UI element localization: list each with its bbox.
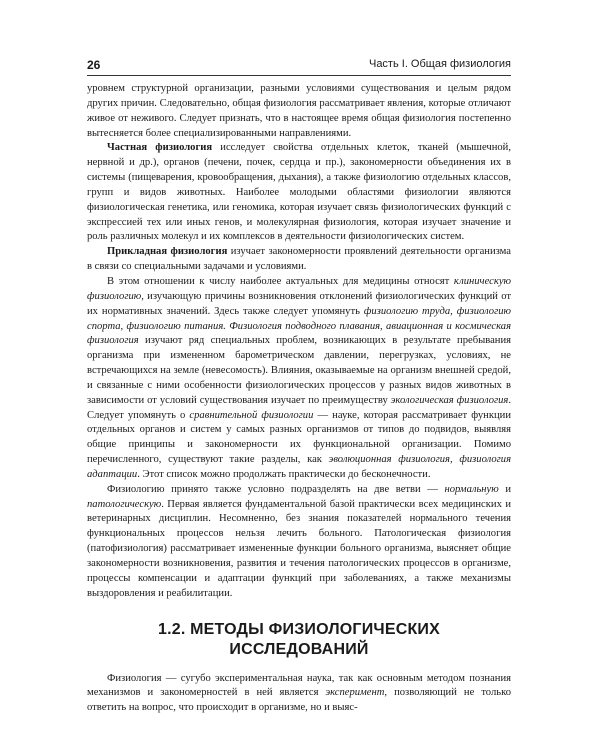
text-run: изучают ряд специальных проблем, возникающих в результате пребывания организма при измененном барометрическом давлении, перегрузках, условиях, не встречающихся на земле (невесомость). Влияния, оказываемые на организм внешней средой, и связанные с ними особенности физиологических процессов у разных видов животных в зависимости от условий существования изучает по преимуществу (87, 335, 511, 406)
text-run: и (498, 483, 511, 495)
term-bold: Прикладная физиология (107, 246, 228, 258)
paragraphs-before-section (87, 82, 511, 602)
term-italic: физиологию труда, физиологию спорта, физиологию питания. Физиология подводного плавания, авиационная и космическая физиология (87, 305, 511, 347)
page-number: 26 (87, 58, 101, 72)
text-run: — науке, которая рассматривает функции отдельных органов и систем у самых разных организмов от типов до подвидов, выявляя общие принципы и закономерности их функциональной организации. Помимо перечисленного, существуют такие разделы, как (87, 409, 511, 466)
term-italic: эволюционная физиология, физиология адаптации (87, 454, 511, 480)
text-run: , изучающую причины возникновения отклонений физиологических функций от их нормативных значений. Здесь также следует упомянуть (87, 290, 511, 317)
paragraphs-after-section (87, 672, 511, 717)
text-run: Физиологию принято также условно подразделять на две ветви — (107, 483, 445, 495)
section-title: 1.2. МЕТОДЫ ФИЗИОЛОГИЧЕСКИХ ИССЛЕДОВАНИЙ (157, 620, 441, 658)
page-header (87, 56, 511, 76)
paragraph (87, 275, 511, 483)
text-run: . Следует упомянуть о (87, 394, 511, 421)
term-italic: экологическая физиология (390, 394, 509, 406)
text-run: . Первая является фундаментальной базой практически всех медицинских и ветеринарных дисциплин. Несомненно, без знания показателей нормального течения функциональных процессов нельзя лечить больного. Патологическая физиология (патофизиология) рассматривает измененные функции больного организма, выясняет общие закономерности возникновения, развития и течения патологических процессов в организме, процессы компенсации и адаптации функций при заболеваниях, а также механизмы выздоровления и реабилитации. (87, 498, 511, 599)
text-run: В этом отношении к числу наиболее актуальных для медицины относят (107, 275, 454, 287)
text-run: , позволяющий не только ответить на вопрос, что происходит в организме, но и выяс- (87, 687, 511, 714)
term-italic: эксперимент (325, 687, 385, 699)
running-title: Часть I. Общая физиология (368, 58, 511, 70)
term-italic: сравнительной физиологии (189, 409, 314, 421)
paragraph (87, 141, 511, 245)
text-run: уровнем структурной организации, разными условиями существования и целым рядом других причин. Следовательно, общая физиология рассматривает явления, которые отличают живое от неживого. Следует признать, что в настоящее время общая физиология постепенно вытесняется более специализированными направлениями. (87, 83, 511, 139)
term-italic: патологическую (87, 498, 162, 510)
term-italic: клиническую физиологию (87, 275, 511, 302)
text-run: . Этот список можно продолжать практически до бесконечности. (137, 468, 431, 480)
term-italic: нормальную (444, 483, 499, 495)
header-rule (87, 75, 511, 76)
paragraph (87, 245, 511, 275)
body-text (87, 82, 511, 716)
text-run: Физиология — сугубо экспериментальная наука, так как основным методом познания механизмов и закономерностей в ней является (87, 672, 511, 699)
paragraph (87, 82, 511, 141)
paragraph (87, 483, 511, 602)
text-run: исследует свойства отдельных клеток, тканей (мышечной, нервной и др.), органов (печени, почек, сердца и пр.), закономерности объединения их в системы (пищеварения, кровообращения, дыхания), а также физиологию отдельных классов, групп и видов животных. Наиболее молодыми областями физиологии являются физиологическая генетика, или геномика, которая изучает связь физиологических функций с экспрессией тех или иных генов, и молекулярная физиология, которая изучает значение и роль различных молекул и их комплексов в деятельности физиологических систем. (87, 142, 511, 243)
term-bold: Частная физиология (107, 142, 213, 154)
text-run: изучает закономерности проявлений деятельности организма в связи со специальными задачами и условиями. (87, 246, 511, 273)
paragraph (87, 672, 511, 717)
